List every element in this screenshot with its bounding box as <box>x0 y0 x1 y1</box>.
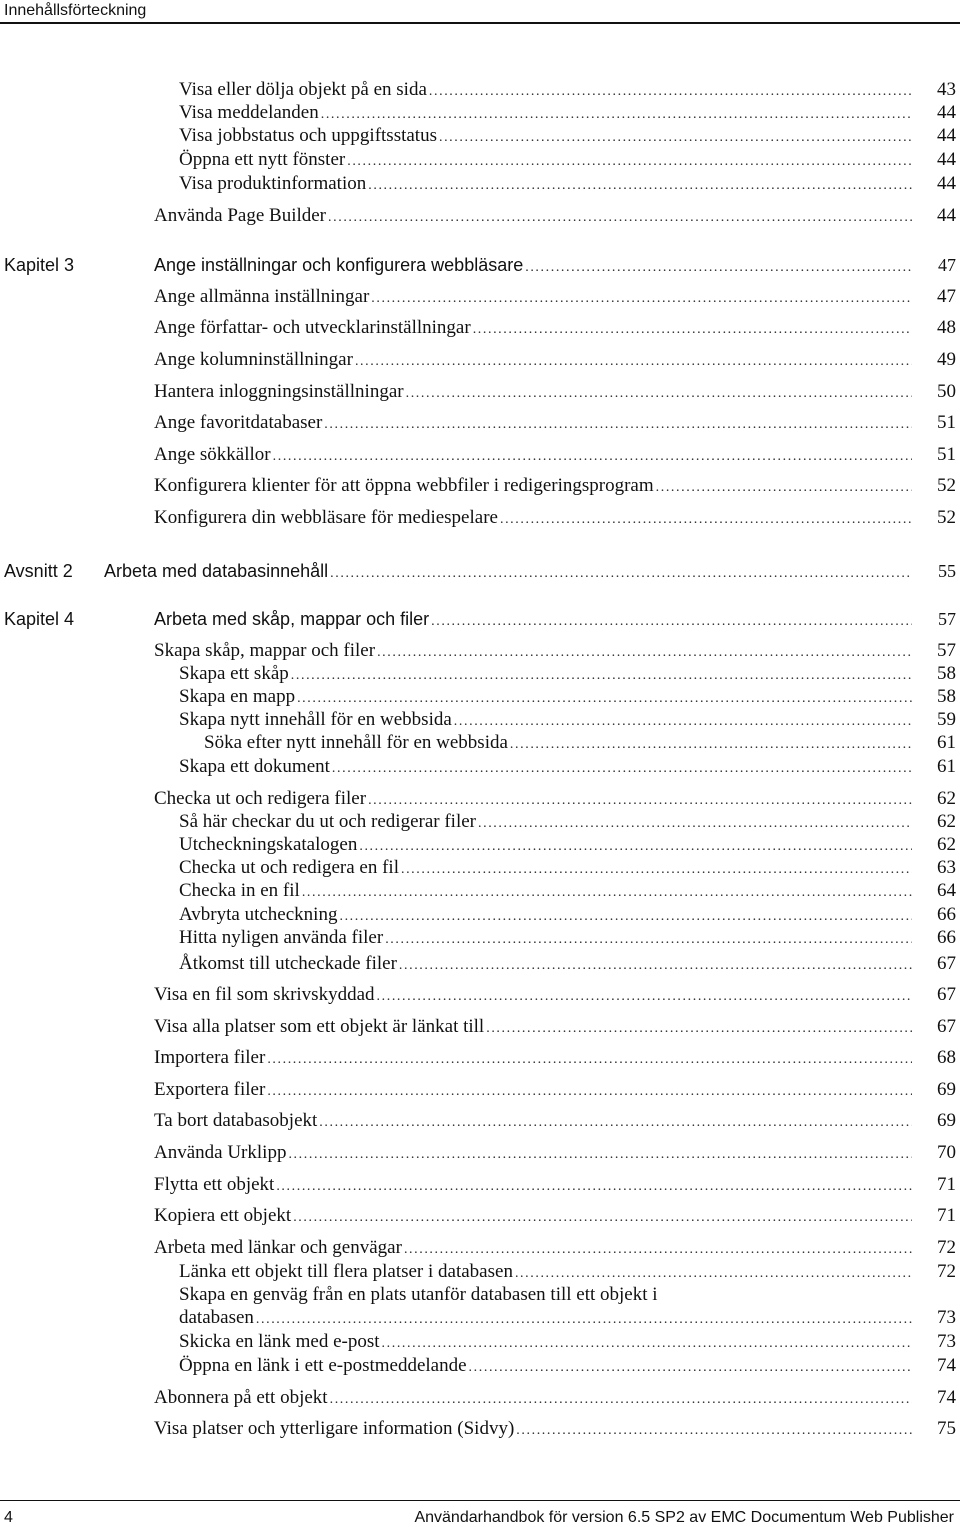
toc-entry-title-line1: Skapa en genväg från en plats utanför databasen till ett objekt i <box>179 1284 658 1305</box>
dot-leader <box>332 757 912 781</box>
toc-page-number: 69 <box>937 1110 956 1131</box>
toc-entry[interactable] <box>0 1354 960 1378</box>
toc-entry[interactable] <box>0 1046 960 1070</box>
toc-entry[interactable] <box>0 443 960 467</box>
toc-entry[interactable] <box>0 1141 960 1165</box>
toc-entry-title: Exportera filer <box>154 1079 266 1100</box>
toc-page-number: 47 <box>938 255 956 275</box>
toc-entry[interactable] <box>0 926 960 950</box>
toc-entry-title: Visa produktinformation <box>179 173 367 194</box>
toc-entry-title: Arbeta med skåp, mappar och filer <box>154 609 430 629</box>
toc-entry-title: Skapa skåp, mappar och filer <box>154 640 376 661</box>
header-rule <box>0 22 960 24</box>
toc-entry[interactable] <box>0 348 960 372</box>
toc-page-number: 64 <box>937 880 956 901</box>
dot-leader <box>469 1356 912 1380</box>
dot-leader <box>267 1080 912 1104</box>
toc-entry[interactable] <box>0 952 960 976</box>
toc-entry-title: Checka ut och redigera filer <box>154 788 367 809</box>
toc-page-number: 58 <box>937 686 956 707</box>
toc-page-number: 61 <box>937 756 956 777</box>
toc-page-number: 69 <box>937 1079 956 1100</box>
footer-page-number: 4 <box>4 1509 13 1526</box>
dot-leader <box>293 1206 912 1230</box>
dot-leader <box>473 318 912 342</box>
toc-page-number: 57 <box>937 640 956 661</box>
toc-entry[interactable] <box>0 856 960 880</box>
toc-entry-title: Skapa ett dokument <box>179 756 330 777</box>
toc-entry-title: Ta bort databasobjekt <box>154 1110 318 1131</box>
toc-page-number: 59 <box>937 709 956 730</box>
dot-leader <box>656 476 912 500</box>
dot-leader <box>371 287 912 311</box>
dot-leader <box>377 985 912 1009</box>
toc-page-number: 44 <box>937 125 956 146</box>
toc-entry-title: Ange favoritdatabaser <box>154 412 323 433</box>
dot-leader <box>399 954 912 978</box>
toc-entry-title: Ange allmänna inställningar <box>154 286 370 307</box>
toc-entry[interactable] <box>0 755 960 779</box>
toc-entry-title: Checka ut och redigera en fil <box>179 857 399 878</box>
toc-entry-title: Ange författar- och utvecklarinställningar <box>154 317 471 338</box>
toc-section-label: Kapitel 4 <box>4 609 75 629</box>
toc-section-row[interactable] <box>0 253 960 277</box>
toc-entry[interactable] <box>0 1236 960 1260</box>
dot-leader <box>404 1238 912 1262</box>
toc-page-number: 62 <box>937 788 956 809</box>
toc-entry-title: Använda Page Builder <box>154 205 327 226</box>
dot-leader <box>302 881 912 905</box>
toc-entry-title: Åtkomst till utcheckade filer <box>179 953 397 974</box>
toc-entry[interactable] <box>0 506 960 530</box>
toc-entry-title: Skapa en mapp <box>179 686 296 707</box>
toc-entry[interactable] <box>0 101 960 125</box>
toc-entry-title: Arbeta med länkar och genvägar <box>154 1237 402 1258</box>
toc-page-number: 57 <box>938 609 956 629</box>
toc-page-number: 73 <box>937 1331 956 1352</box>
toc-page-number: 49 <box>937 349 956 370</box>
toc-entry-title: Länka ett objekt till flera platser i databasen <box>179 1261 513 1282</box>
toc-entry-title: Kopiera ett objekt <box>154 1205 292 1226</box>
toc-entry[interactable] <box>0 316 960 340</box>
dot-leader <box>382 1332 912 1356</box>
toc-entry[interactable] <box>0 1109 960 1133</box>
toc-page-number: 67 <box>937 1016 956 1037</box>
toc-page-number: 63 <box>937 857 956 878</box>
toc-page-number: 44 <box>937 205 956 226</box>
toc-entry-title: Visa eller dölja objekt på en sida <box>179 79 427 100</box>
toc-page-number: 67 <box>937 953 956 974</box>
dot-leader <box>385 928 912 952</box>
toc-entry[interactable] <box>0 78 960 102</box>
toc-entry-title: Söka efter nytt innehåll för en webbsida <box>204 732 508 753</box>
toc-entry[interactable] <box>0 1386 960 1410</box>
toc-section-label: Kapitel 3 <box>4 255 75 275</box>
toc-page-number: 48 <box>937 317 956 338</box>
dot-leader <box>319 1111 912 1135</box>
dot-leader <box>330 562 912 586</box>
toc-entry[interactable] <box>0 124 960 148</box>
toc-entry-title: Importera filer <box>154 1047 266 1068</box>
footer-document-title: Användarhandbok för version 6.5 SP2 av EMC Documentum Web Publisher <box>414 1509 954 1526</box>
toc-page-number: 44 <box>937 102 956 123</box>
toc-entry-title: Arbeta med databasinnehåll <box>104 561 329 581</box>
toc-entry[interactable] <box>0 810 960 834</box>
toc-entry-title: Visa en fil som skrivskyddad <box>154 984 375 1005</box>
toc-entry-title: Skicka en länk med e-post <box>179 1331 380 1352</box>
toc-entry-title: Visa jobbstatus och uppgiftsstatus <box>179 125 437 146</box>
running-header-title: Innehållsförteckning <box>4 2 147 19</box>
toc-entry-title: Öppna en länk i ett e-postmeddelande <box>179 1355 467 1376</box>
toc-entry-title: Konfigurera din webbläsare för mediespelare <box>154 507 498 528</box>
dot-leader <box>431 610 912 634</box>
toc-entry-title: Avbryta utcheckning <box>179 904 338 925</box>
toc-page-number: 47 <box>937 286 956 307</box>
toc-page-number: 62 <box>937 834 956 855</box>
dot-leader <box>525 256 912 280</box>
toc-entry[interactable] <box>0 411 960 435</box>
dot-leader <box>516 1419 912 1443</box>
toc-entry[interactable] <box>0 787 960 811</box>
toc-entry[interactable] <box>0 1173 960 1197</box>
toc-page-number: 67 <box>937 984 956 1005</box>
toc-entry-title: Skapa ett skåp <box>179 663 289 684</box>
toc-page-number: 58 <box>937 663 956 684</box>
toc-page-number: 75 <box>937 1418 956 1439</box>
toc-entry[interactable] <box>0 662 960 686</box>
toc-entry[interactable] <box>0 833 960 857</box>
toc-entry-title: Ange inställningar och konfigurera webbläsare <box>154 255 524 275</box>
toc-entry[interactable] <box>0 474 960 498</box>
toc-page-number: 51 <box>937 412 956 433</box>
toc-entry-title: Abonnera på ett objekt <box>154 1387 328 1408</box>
toc-page-number: 61 <box>937 732 956 753</box>
toc-page-number: 55 <box>938 561 956 581</box>
toc-entry[interactable] <box>0 380 960 404</box>
toc-entry-title: Öppna ett nytt fönster <box>179 149 346 170</box>
dot-leader <box>368 174 912 198</box>
toc-section-row[interactable] <box>0 607 960 631</box>
toc-entry[interactable] <box>0 1078 960 1102</box>
dot-leader <box>330 1388 912 1412</box>
toc-entry[interactable] <box>0 1417 960 1441</box>
toc-entry-title: Hitta nyligen använda filer <box>179 927 384 948</box>
toc-entry-title: Ange kolumninställningar <box>154 349 353 370</box>
toc-entry[interactable] <box>0 879 960 903</box>
toc-entry[interactable] <box>0 639 960 663</box>
toc-page-number: 52 <box>937 507 956 528</box>
toc-section-row[interactable] <box>0 559 960 583</box>
toc-page-number: 43 <box>937 79 956 100</box>
toc-entry-title: Utcheckningskatalogen <box>179 834 358 855</box>
toc-entry[interactable] <box>0 1015 960 1039</box>
toc-page-number: 66 <box>937 927 956 948</box>
dot-leader <box>439 126 912 150</box>
toc-entry[interactable] <box>0 983 960 1007</box>
toc-entry-title: Så här checkar du ut och redigerar filer <box>179 811 476 832</box>
dot-leader <box>328 206 912 230</box>
toc-entry[interactable] <box>0 148 960 172</box>
toc-page-number: 74 <box>937 1355 956 1376</box>
toc-entry-title: Hantera inloggningsinställningar <box>154 381 404 402</box>
toc-entry[interactable] <box>0 1306 960 1330</box>
toc-entry-title: Skapa nytt innehåll för en webbsida <box>179 709 452 730</box>
toc-entry-title: Visa meddelanden <box>179 102 319 123</box>
toc-page-number: 52 <box>937 475 956 496</box>
dot-leader <box>406 382 912 406</box>
toc-page-number: 74 <box>937 1387 956 1408</box>
toc-entry-title: Använda Urklipp <box>154 1142 287 1163</box>
toc-page-number: 44 <box>937 173 956 194</box>
dot-leader <box>276 1175 912 1199</box>
toc-entry[interactable] <box>0 903 960 927</box>
toc-page-number: 44 <box>937 149 956 170</box>
toc-page-number: 71 <box>937 1174 956 1195</box>
toc-entry-title: Ange sökkällor <box>154 444 271 465</box>
toc-page-number: 72 <box>937 1237 956 1258</box>
toc-page-number: 50 <box>937 381 956 402</box>
dot-leader <box>267 1048 912 1072</box>
toc-entry-title: Konfigurera klienter för att öppna webbfiler i redigeringsprogram <box>154 475 654 496</box>
toc-entry[interactable] <box>0 1260 960 1284</box>
toc-entry[interactable] <box>0 204 960 228</box>
toc-page-number: 62 <box>937 811 956 832</box>
toc-entry-title: Visa alla platser som ett objekt är länkat till <box>154 1016 485 1037</box>
dot-leader <box>273 445 912 469</box>
toc-page-number: 71 <box>937 1205 956 1226</box>
toc-entry[interactable] <box>0 731 960 755</box>
footer-rule <box>0 1500 960 1501</box>
dot-leader <box>347 150 912 174</box>
toc-entry-title: databasen <box>179 1307 254 1328</box>
toc-entry[interactable] <box>0 1330 960 1354</box>
dot-leader <box>324 413 912 437</box>
toc-section-label: Avsnitt 2 <box>4 561 73 581</box>
dot-leader <box>256 1308 912 1332</box>
toc-entry[interactable] <box>0 685 960 709</box>
toc-entry[interactable] <box>0 708 960 732</box>
toc-page-number: 72 <box>937 1261 956 1282</box>
toc-entry[interactable] <box>0 285 960 309</box>
toc-page-number: 68 <box>937 1047 956 1068</box>
toc-entry-title: Visa platser och ytterligare information (Sidvy) <box>154 1418 515 1439</box>
dot-leader <box>288 1143 912 1167</box>
dot-leader <box>486 1017 912 1041</box>
dot-leader <box>500 508 912 532</box>
toc-page-number: 70 <box>937 1142 956 1163</box>
toc-page-number: 73 <box>937 1307 956 1328</box>
toc-page-number: 51 <box>937 444 956 465</box>
toc-entry-title: Flytta ett objekt <box>154 1174 275 1195</box>
dot-leader <box>355 350 912 374</box>
toc-page-number: 66 <box>937 904 956 925</box>
toc-entry[interactable] <box>0 1204 960 1228</box>
toc-entry-title: Checka in en fil <box>179 880 300 901</box>
dot-leader <box>510 733 912 757</box>
toc-entry[interactable] <box>0 172 960 196</box>
